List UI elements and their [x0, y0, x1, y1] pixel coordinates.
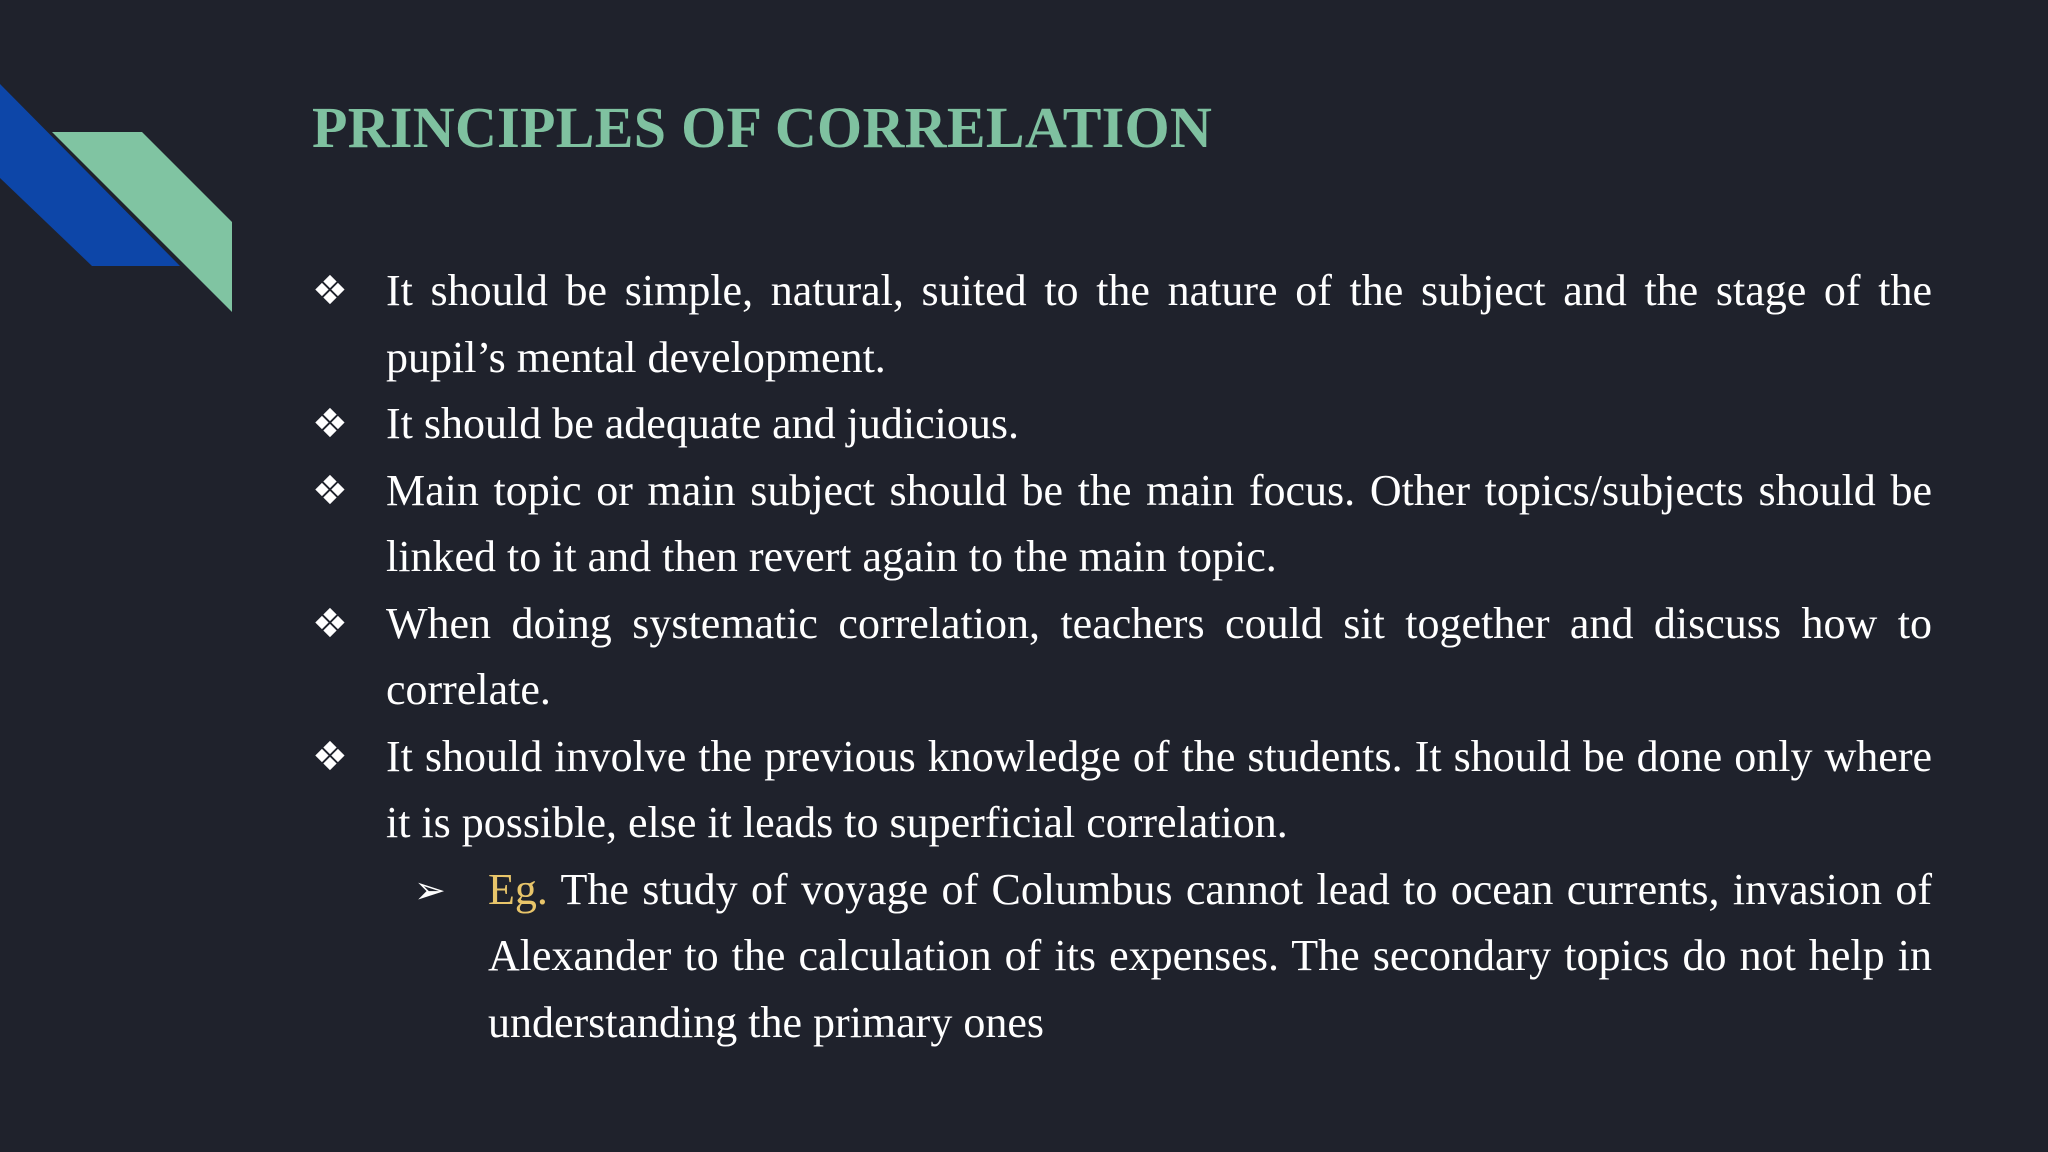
- diamond-bullet-icon: ❖: [312, 467, 348, 514]
- bullet-list: [312, 258, 1932, 857]
- arrowhead-bullet-icon: ➢: [414, 867, 446, 912]
- slide-title: PRINCIPLES OF CORRELATION: [312, 95, 1213, 160]
- bullet-item: [312, 258, 1932, 391]
- bullet-text: When doing systematic correlation, teachers could sit together and discuss how to correlate.: [386, 598, 1932, 714]
- bullet-text: It should involve the previous knowledge of the students. It should be done only where it is possible, else it leads to superficial correlation.: [386, 731, 1932, 847]
- bullet-item: [312, 724, 1932, 857]
- diamond-bullet-icon: ❖: [312, 268, 348, 314]
- slide-body: [312, 258, 1932, 1056]
- bullet-item: [312, 391, 1932, 458]
- diamond-bullet-icon: ❖: [312, 401, 348, 447]
- diamond-bullet-icon: ❖: [312, 600, 348, 647]
- diamond-bullet-icon: ❖: [312, 733, 348, 780]
- bullet-text: It should be simple, natural, suited to the nature of the subject and the stage of the pupil’s mental development.: [386, 266, 1932, 382]
- bullet-text: It should be adequate and judicious.: [386, 399, 1019, 448]
- bullet-item: [312, 591, 1932, 724]
- example-text: The study of voyage of Columbus cannot lead to ocean currents, invasion of Alexander to the calculation of its expenses. The secondary topics do not help in understanding the primary ones: [488, 864, 1932, 1047]
- example-item: [312, 857, 1932, 1057]
- example-label: Eg.: [488, 864, 548, 914]
- bullet-item: [312, 458, 1932, 591]
- decorative-stripes: [0, 0, 240, 320]
- bullet-text: Main topic or main subject should be the main focus. Other topics/subjects should be linked to it and then revert again to the main topic.: [386, 465, 1932, 581]
